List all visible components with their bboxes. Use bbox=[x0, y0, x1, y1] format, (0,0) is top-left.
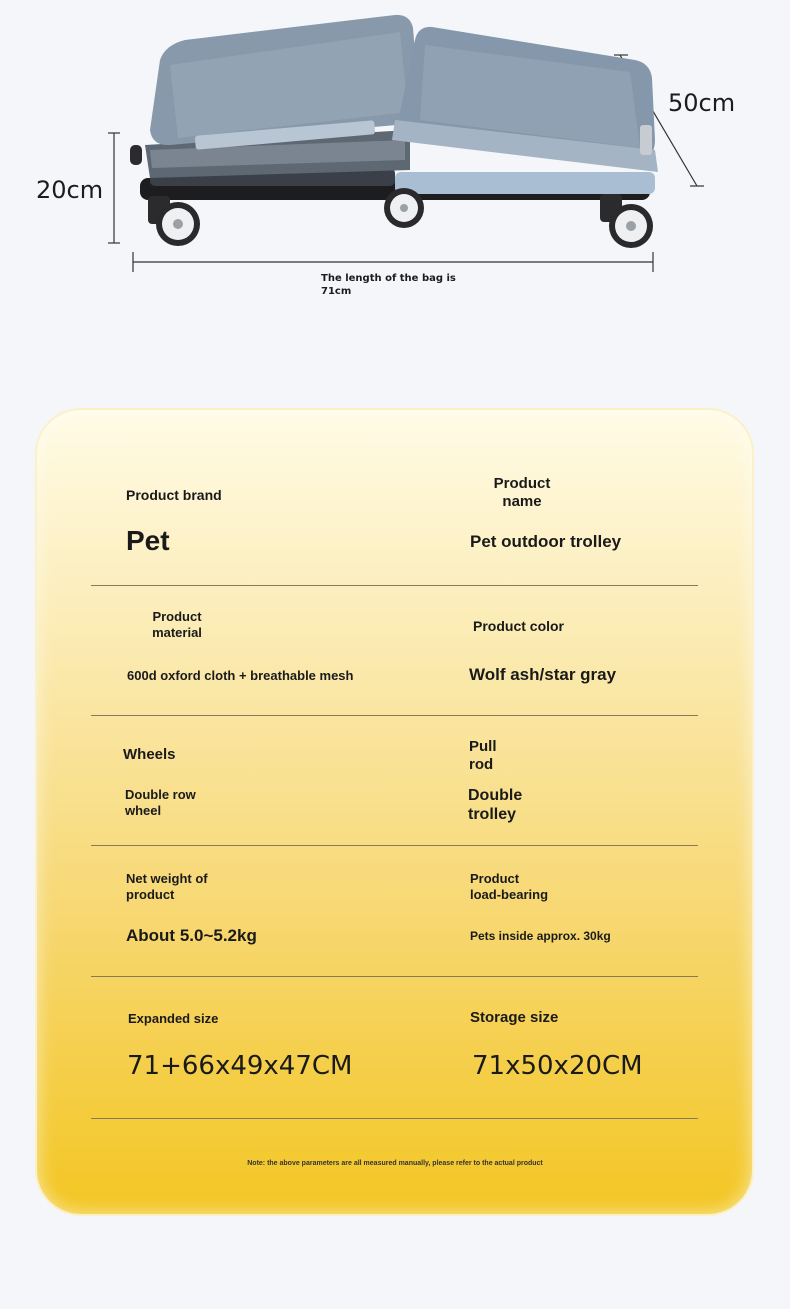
pull-rod-label: Pull rod bbox=[469, 738, 497, 773]
row-divider bbox=[91, 715, 698, 716]
material-value: 600d oxford cloth + breathable mesh bbox=[127, 668, 354, 683]
expanded-size-value: 71+66x49x47CM bbox=[127, 1051, 353, 1081]
color-label: Product color bbox=[473, 618, 565, 634]
product-hero bbox=[0, 0, 790, 380]
load-value: Pets inside approx. 30kg bbox=[470, 929, 611, 943]
depth-dimension-label: 50cm bbox=[668, 89, 736, 117]
material-label: Product material bbox=[152, 609, 202, 640]
brand-value: Pet bbox=[126, 525, 170, 556]
measurement-note: Note: the above parameters are all measured manually, please refer to the actual product bbox=[247, 1160, 543, 1167]
storage-size-value: 71x50x20CM bbox=[472, 1051, 643, 1081]
weight-label: Net weight of product bbox=[126, 871, 208, 902]
storage-size-label: Storage size bbox=[470, 1009, 559, 1026]
load-label: Product load-bearing bbox=[470, 871, 549, 902]
height-dimension-label: 20cm bbox=[36, 176, 104, 204]
weight-value: About 5.0~5.2kg bbox=[126, 926, 257, 945]
length-dimension-label: The length of the bag is 71cm bbox=[321, 273, 456, 297]
name-label: Product name bbox=[493, 475, 551, 510]
expanded-size-label: Expanded size bbox=[128, 1011, 219, 1026]
brand-label: Product brand bbox=[126, 487, 222, 503]
row-divider bbox=[91, 585, 698, 586]
row-divider bbox=[91, 1118, 698, 1119]
folded-trolley-illustration bbox=[0, 0, 790, 380]
pull-rod-value: Double trolley bbox=[468, 787, 523, 824]
name-value: Pet outdoor trolley bbox=[470, 532, 622, 551]
wheels-label: Wheels bbox=[123, 746, 176, 763]
wheels-value: Double row wheel bbox=[125, 787, 196, 818]
row-divider bbox=[91, 976, 698, 977]
color-value: Wolf ash/star gray bbox=[469, 665, 617, 684]
row-divider bbox=[91, 845, 698, 846]
